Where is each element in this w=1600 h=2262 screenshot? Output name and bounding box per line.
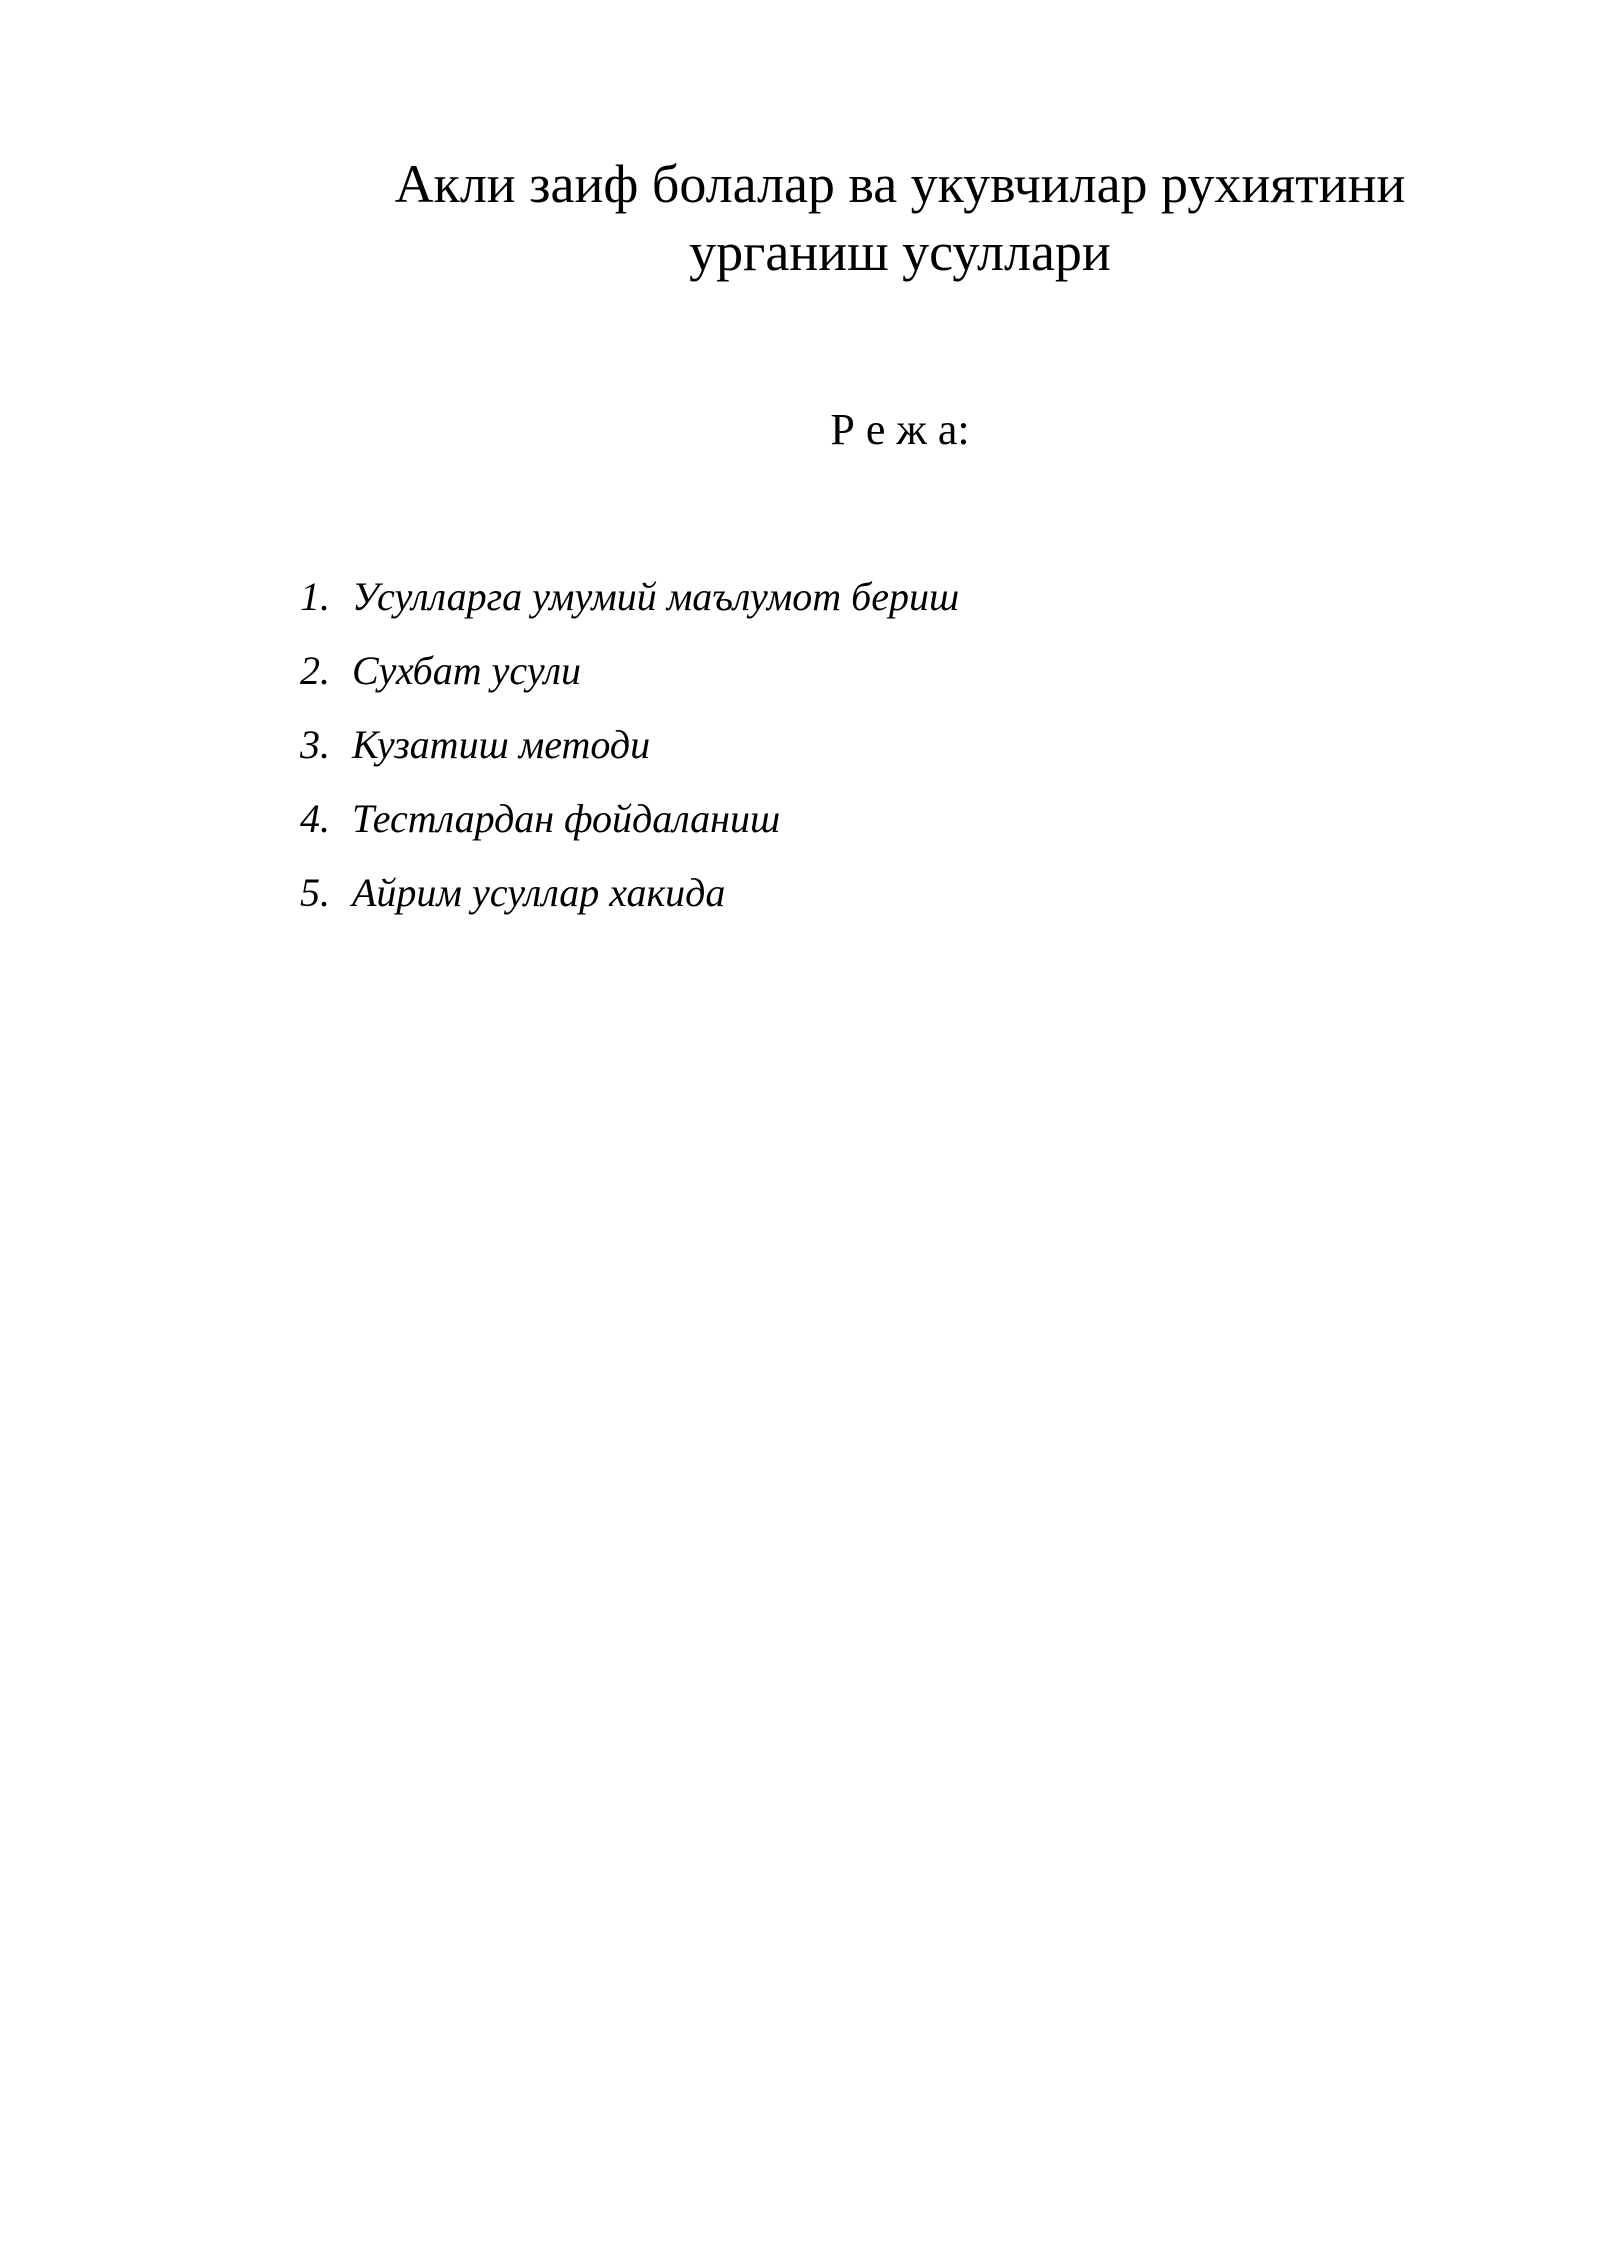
plan-item-number: 2. xyxy=(300,648,330,693)
plan-item xyxy=(300,856,959,930)
title-line-1: Акли заиф болалар ва укувчилар рухиятини xyxy=(394,154,1406,214)
plan-item-text: Усулларга умумий маълумот бериш xyxy=(352,574,960,619)
document-title xyxy=(300,150,1500,286)
plan-item-number: 1. xyxy=(300,574,330,619)
plan-item xyxy=(300,634,959,708)
plan-item-number: 5. xyxy=(300,870,330,915)
plan-item-number: 4. xyxy=(300,796,330,841)
title-line-2: урганиш усуллари xyxy=(689,222,1111,282)
plan-item-text: Сухбат усули xyxy=(352,648,582,693)
plan-item xyxy=(300,782,959,856)
plan-heading: Р е ж а: xyxy=(830,405,970,454)
plan-item-text: Кузатиш методи xyxy=(352,722,651,767)
plan-item xyxy=(300,560,959,634)
plan-list xyxy=(300,560,959,930)
plan-item-text: Тестлардан фойдаланиш xyxy=(352,796,781,841)
plan-item xyxy=(300,708,959,782)
plan-item-number: 3. xyxy=(300,722,330,767)
plan-item-text: Айрим усуллар хакида xyxy=(352,870,726,915)
